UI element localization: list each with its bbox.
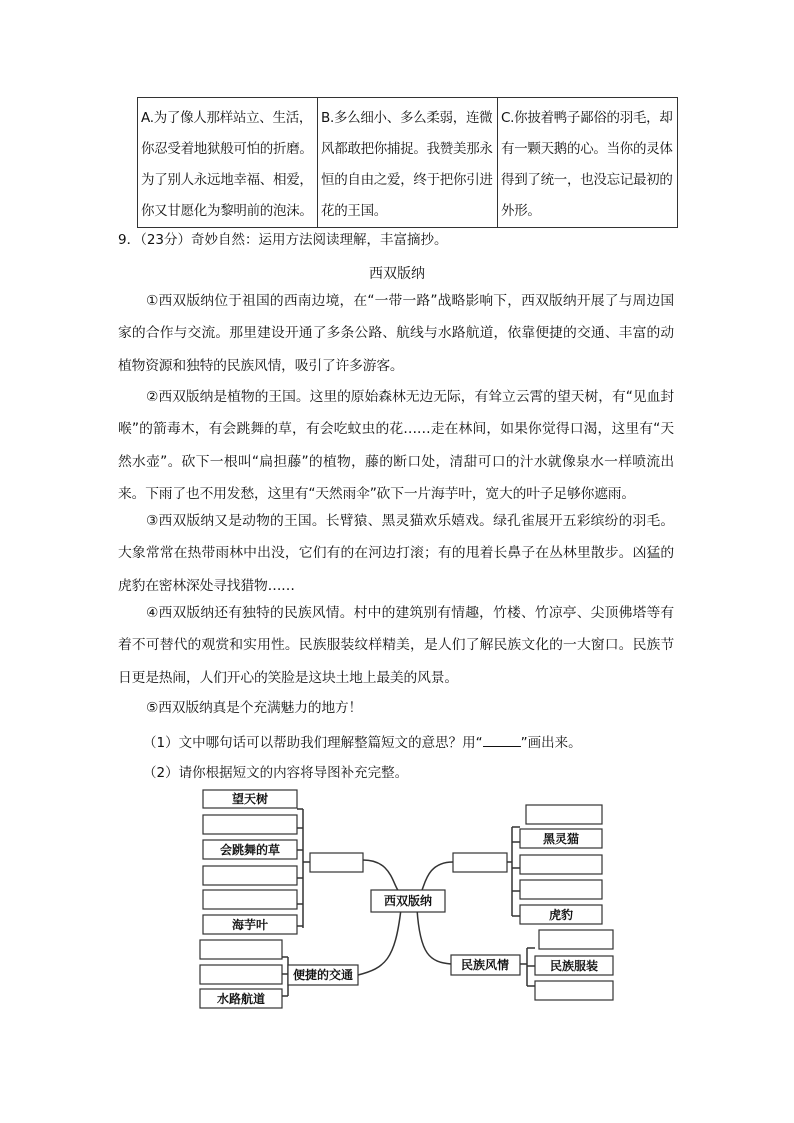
transport-box-2 xyxy=(200,965,282,984)
plant-box-2 xyxy=(203,815,297,834)
culture-label-2: 民族服装 xyxy=(549,959,599,973)
culture-box-1 xyxy=(539,930,613,949)
paragraph-3: ③西双版纳又是动物的王国。长臂猿、黑灵猫欢乐嬉戏。绿孔雀展开五彩缤纷的羽毛。大象常常在热带雨林中出没，它们有的在河边打滚；有的甩着长鼻子在丛林里散步。凶猛的虎豹在密林深处寻找猎物…… xyxy=(118,513,674,594)
sub-question-1-text: （1）文中哪句话可以帮助我们理解整篇短文的意思？用“ xyxy=(143,735,483,751)
sub-question-1-end: ”画出来。 xyxy=(520,735,582,751)
option-c: C.你披着鸭子鄙俗的羽毛，却有一颗天鹅的心。当你的灵体得到了统一，也没忘记最初的外形。 xyxy=(498,98,678,228)
culture-category-label: 民族风情 xyxy=(460,958,510,972)
mind-map-boxes xyxy=(200,790,613,1008)
passage-title: 西双版纳 xyxy=(369,266,425,282)
animal-box-4 xyxy=(520,880,602,899)
sub-question-2: （2）请你根据短文的内容将导图补充完整。 xyxy=(143,765,409,781)
plant-label-6: 海芋叶 xyxy=(231,918,269,932)
plant-box-5 xyxy=(203,890,297,909)
transport-box-1 xyxy=(200,940,282,959)
animal-box-1 xyxy=(526,805,602,824)
paragraph-4: ④西双版纳还有独特的民族风情。村中的建筑别有情趣，竹楼、竹凉亭、尖顶佛塔等有着不可替代的观赏和实用性。民族服装纹样精美，是人们了解民族文化的一大窗口。民族节日更是热闹，人们开心的笑脸是这块土地上最美的风景。 xyxy=(118,605,674,686)
option-b: B.多么细小、多么柔弱，连微风都敢把你捕捉。我赞美那永恒的自由之爱，终于把你引进花的王国。 xyxy=(318,98,498,228)
plant-label-3: 会跳舞的草 xyxy=(219,843,281,857)
plant-box-4 xyxy=(203,866,297,885)
animal-box-3 xyxy=(520,855,602,874)
animal-label-2: 黑灵猫 xyxy=(542,832,580,846)
paragraph-2: ②西双版纳是植物的王国。这里的原始森林无边无际，有耸立云霄的望天树，有“见血封喉”的箭毒木，有会跳舞的草，有会吃蚊虫的花……走在林间，如果你觉得口渴，这里有“天然水壶”。砍下一根叫“扁担藤”的植物，藤的断口处，清甜可口的汁水就像泉水一样喷流出来。下雨了也不用发愁，这里有“天然雨伞”砍下一片海芋叶，宽大的叶子足够你遮雨。 xyxy=(118,389,674,502)
transport-category-label: 便捷的交通 xyxy=(292,968,354,982)
plant-label-1: 望天树 xyxy=(231,792,269,806)
question-9-header: 9．（23分）奇妙自然：运用方法阅读理解，丰富摘抄。 xyxy=(118,232,448,248)
animal-label-5: 虎豹 xyxy=(548,908,574,922)
paragraph-5: ⑤西双版纳真是个充满魅力的地方！ xyxy=(146,700,363,716)
transport-label-3: 水路航道 xyxy=(216,992,266,1006)
center-label: 西双版纳 xyxy=(383,894,433,908)
paragraph-1: ①西双版纳位于祖国的西南边境，在“一带一路”战略影响下，西双版纳开展了与周边国家的合作与交流。那里建设开通了多条公路、航线与水路航道，依靠便捷的交通、丰富的动植物资源和独特的民族风情，吸引了许多游客。 xyxy=(118,293,674,374)
option-a: A.为了像人那样站立、生活，你忍受着地狱般可怕的折磨。为了别人永远地幸福、相爱，你又甘愿化为黎明前的泡沫。 xyxy=(138,98,318,228)
plant-category-box xyxy=(310,853,363,872)
culture-box-3 xyxy=(535,981,613,1000)
animal-category-box xyxy=(453,853,507,872)
